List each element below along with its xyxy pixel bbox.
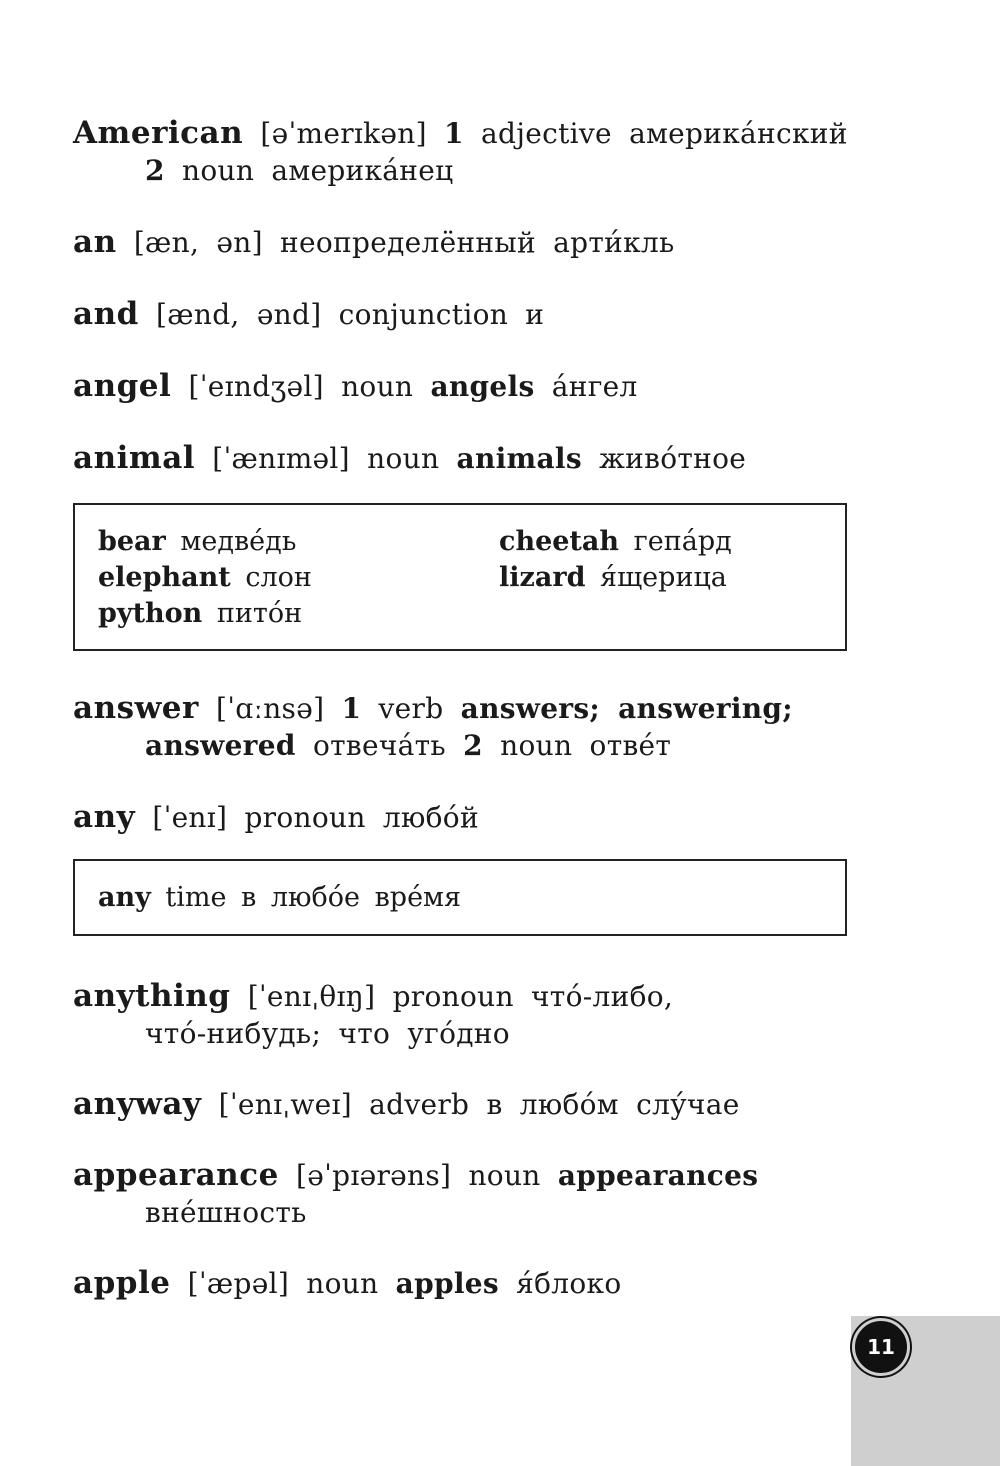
pronunciation: [ˈænɪməl] xyxy=(212,442,350,475)
box-item xyxy=(98,560,312,596)
headword: angel xyxy=(73,368,172,404)
box-item-russian: слон xyxy=(245,562,312,593)
pronunciation: [æn, ən] xyxy=(133,226,263,259)
usage-keyword: any xyxy=(98,882,151,913)
box-item-english: elephant xyxy=(98,562,231,593)
part-of-speech: pronoun xyxy=(392,980,514,1013)
box-item xyxy=(98,596,302,632)
sense-number: 1 xyxy=(341,692,362,725)
translation: и xyxy=(525,298,545,331)
entry-american xyxy=(73,115,863,189)
pronunciation: [ˈæpəl] xyxy=(187,1267,290,1300)
translation: а́нгел xyxy=(551,370,638,403)
headword: answer xyxy=(73,690,199,726)
translation: живо́тное xyxy=(599,442,747,475)
translation: вне́шность xyxy=(145,1196,307,1229)
box-item-english: bear xyxy=(98,526,166,557)
entry-anything xyxy=(73,978,863,1052)
headword: animal xyxy=(73,440,196,476)
translation: америка́нец xyxy=(271,154,454,187)
any-usage-box xyxy=(73,859,847,936)
sense-number: 2 xyxy=(463,729,483,762)
translation: что́-либо, xyxy=(531,980,674,1013)
part-of-speech: noun xyxy=(341,370,414,403)
headword: appearance xyxy=(73,1157,279,1193)
part-of-speech: adverb xyxy=(369,1088,470,1121)
headword: anyway xyxy=(73,1086,202,1122)
box-item xyxy=(98,524,296,560)
entry-any xyxy=(73,799,863,836)
translation: америка́нский xyxy=(629,117,848,150)
part-of-speech: conjunction xyxy=(338,298,509,331)
pronunciation: [əˈmerɪkən] xyxy=(260,117,427,150)
entry-answer xyxy=(73,690,863,764)
part-of-speech: adjective xyxy=(481,117,612,150)
translation: что́-нибудь; что уго́дно xyxy=(145,1017,510,1050)
entry-animal xyxy=(73,440,863,477)
entry-apple xyxy=(73,1265,863,1302)
box-item xyxy=(499,524,732,560)
part-of-speech: noun xyxy=(182,154,255,187)
box-item xyxy=(499,560,727,596)
sense-number: 1 xyxy=(444,117,464,150)
translation: в любо́м слу́чае xyxy=(486,1088,740,1121)
entry-angel xyxy=(73,368,863,405)
part-of-speech: pronoun xyxy=(244,801,366,834)
plural-form: animals xyxy=(456,442,582,475)
pronunciation: [ˈenɪˌweɪ] xyxy=(218,1088,352,1121)
headword: an xyxy=(73,224,117,260)
headword: apple xyxy=(73,1265,171,1301)
box-item-english: python xyxy=(98,598,203,629)
headword: any xyxy=(73,799,136,835)
box-item-english: cheetah xyxy=(499,526,620,557)
translation: я́блоко xyxy=(516,1267,622,1300)
usage-example xyxy=(98,880,461,916)
pronunciation: [ˈenɪ] xyxy=(152,801,228,834)
entry-anyway xyxy=(73,1086,863,1123)
box-item-english: lizard xyxy=(499,562,586,593)
entry-and xyxy=(73,296,863,333)
translation: отве́т xyxy=(589,729,672,762)
pronunciation: [ænd, ənd] xyxy=(156,298,322,331)
part-of-speech: noun xyxy=(367,442,440,475)
headword: American xyxy=(73,115,244,151)
headword: and xyxy=(73,296,139,332)
translation: неопределённый арти́кль xyxy=(280,226,675,259)
pronunciation: [ˈenɪˌθɪŋ] xyxy=(247,980,376,1013)
part-of-speech: verb xyxy=(378,692,444,725)
entry-appearance xyxy=(73,1157,863,1231)
pronunciation: [ˈɑːnsə] xyxy=(216,692,325,725)
box-item-russian: гепа́рд xyxy=(633,526,732,557)
part-of-speech: noun xyxy=(500,729,573,762)
box-item-russian: пито́н xyxy=(216,598,303,629)
usage-text: time в любо́е вре́мя xyxy=(165,882,462,913)
translation: любо́й xyxy=(382,801,479,834)
pronunciation: [əˈpɪərəns] xyxy=(296,1159,452,1192)
pronunciation: [ˈeɪndʒəl] xyxy=(188,370,324,403)
verb-forms: answers; answering; xyxy=(460,692,793,725)
box-item-russian: я́щерица xyxy=(600,562,727,593)
sense-number: 2 xyxy=(145,154,165,187)
part-of-speech: noun xyxy=(468,1159,541,1192)
entry-an xyxy=(73,224,863,261)
verb-forms: answered xyxy=(145,729,296,762)
plural-form: angels xyxy=(430,370,535,403)
translation: отвеча́ть xyxy=(312,729,446,762)
part-of-speech: noun xyxy=(306,1267,379,1300)
page-number: 11 xyxy=(852,1318,910,1376)
box-item-russian: медве́дь xyxy=(180,526,297,557)
animals-box xyxy=(73,503,847,651)
plural-form: appearances xyxy=(557,1159,759,1192)
headword: anything xyxy=(73,978,231,1014)
plural-form: apples xyxy=(395,1267,499,1300)
